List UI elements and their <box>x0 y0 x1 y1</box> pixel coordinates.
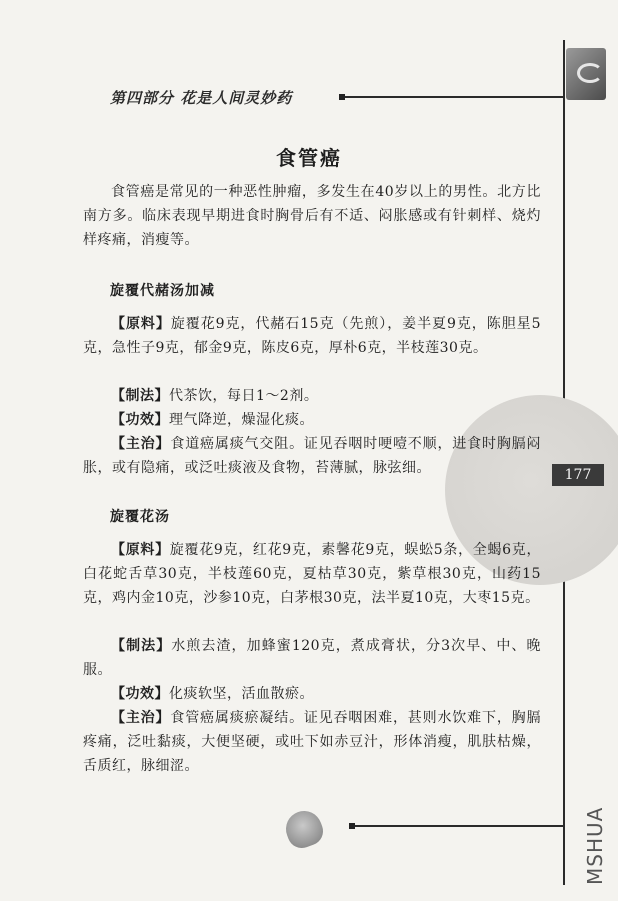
method-text: 水煎去渣，加蜂蜜120克，煮成膏状，分3次早、中、晚服。 <box>83 638 541 678</box>
recipe1-method <box>83 384 541 408</box>
method-label: 【制法】 <box>111 638 172 654</box>
indication-text: 食管癌属痰瘀凝结。证见吞咽困难，甚则水饮难下，胸膈疼痛，泛吐黏痰，大便坚硬，或吐下如赤豆汁，形体消瘦，肌肤枯燥，舌质红，脉细涩。 <box>83 710 542 774</box>
recipe2-effect <box>83 682 541 706</box>
recipe1-effect <box>83 408 541 432</box>
ingredients-label: 【原料】 <box>111 542 170 558</box>
leaf-ornament-icon <box>281 806 327 852</box>
header-rule <box>345 96 563 98</box>
recipe2-name: 旋覆花汤 <box>110 509 170 525</box>
method-label: 【制法】 <box>111 388 169 404</box>
intro-paragraph: 食管癌是常见的一种恶性肿瘤，多发生在40岁以上的男性。北方比南方多。临床表现早期进食时胸骨后有不适、闷胀感或有针刺样、烧灼样疼痛，消瘦等。 <box>83 184 541 248</box>
indication-label: 【主治】 <box>111 436 171 452</box>
indication-text: 食道癌属痰气交阻。证见吞咽时哽噎不顺，进食时胸膈闷胀，或有隐痛，或泛吐痰液及食物，苔薄腻，脉弦细。 <box>83 436 542 476</box>
recipe1-name: 旋覆代赭汤加减 <box>110 283 215 299</box>
ingredients-text: 旋覆花9克，红花9克，素馨花9克，蜈蚣5条，全蝎6克，白花蛇舌草30克，半枝莲60克，夏枯草30克，紫草根30克，山药15克，鸡内金10克，沙参10克，白茅根30克，法半夏10克，大枣15克。 <box>83 542 541 606</box>
effect-text: 理气降逆，燥湿化痰。 <box>169 412 314 428</box>
effect-label: 【功效】 <box>111 686 169 702</box>
recipe1-indication <box>83 432 541 480</box>
indication-label: 【主治】 <box>111 710 171 726</box>
footer-rule <box>355 825 565 827</box>
watermark: MSHUA <box>583 806 607 885</box>
recipe2-method <box>83 634 541 682</box>
recipe2-indication <box>83 706 541 778</box>
effect-text: 化痰软坚，活血散瘀。 <box>169 686 314 702</box>
recipe2-ingredients <box>83 538 541 610</box>
corner-emblem-icon <box>566 48 606 100</box>
ingredients-text: 旋覆花9克，代赭石15克（先煎），姜半夏9克，陈胆星5克，急性子9克，郁金9克，陈皮6克，厚朴6克，半枝莲30克。 <box>83 316 541 356</box>
method-text: 代茶饮，每日1～2剂。 <box>169 388 319 404</box>
ingredients-label: 【原料】 <box>111 316 171 332</box>
recipe1-ingredients <box>83 312 541 360</box>
page-number: 177 <box>552 464 604 486</box>
effect-label: 【功效】 <box>111 412 169 428</box>
section-header: 第四部分 花是人间灵妙药 <box>110 89 293 107</box>
page-title: 食管癌 <box>276 146 342 170</box>
